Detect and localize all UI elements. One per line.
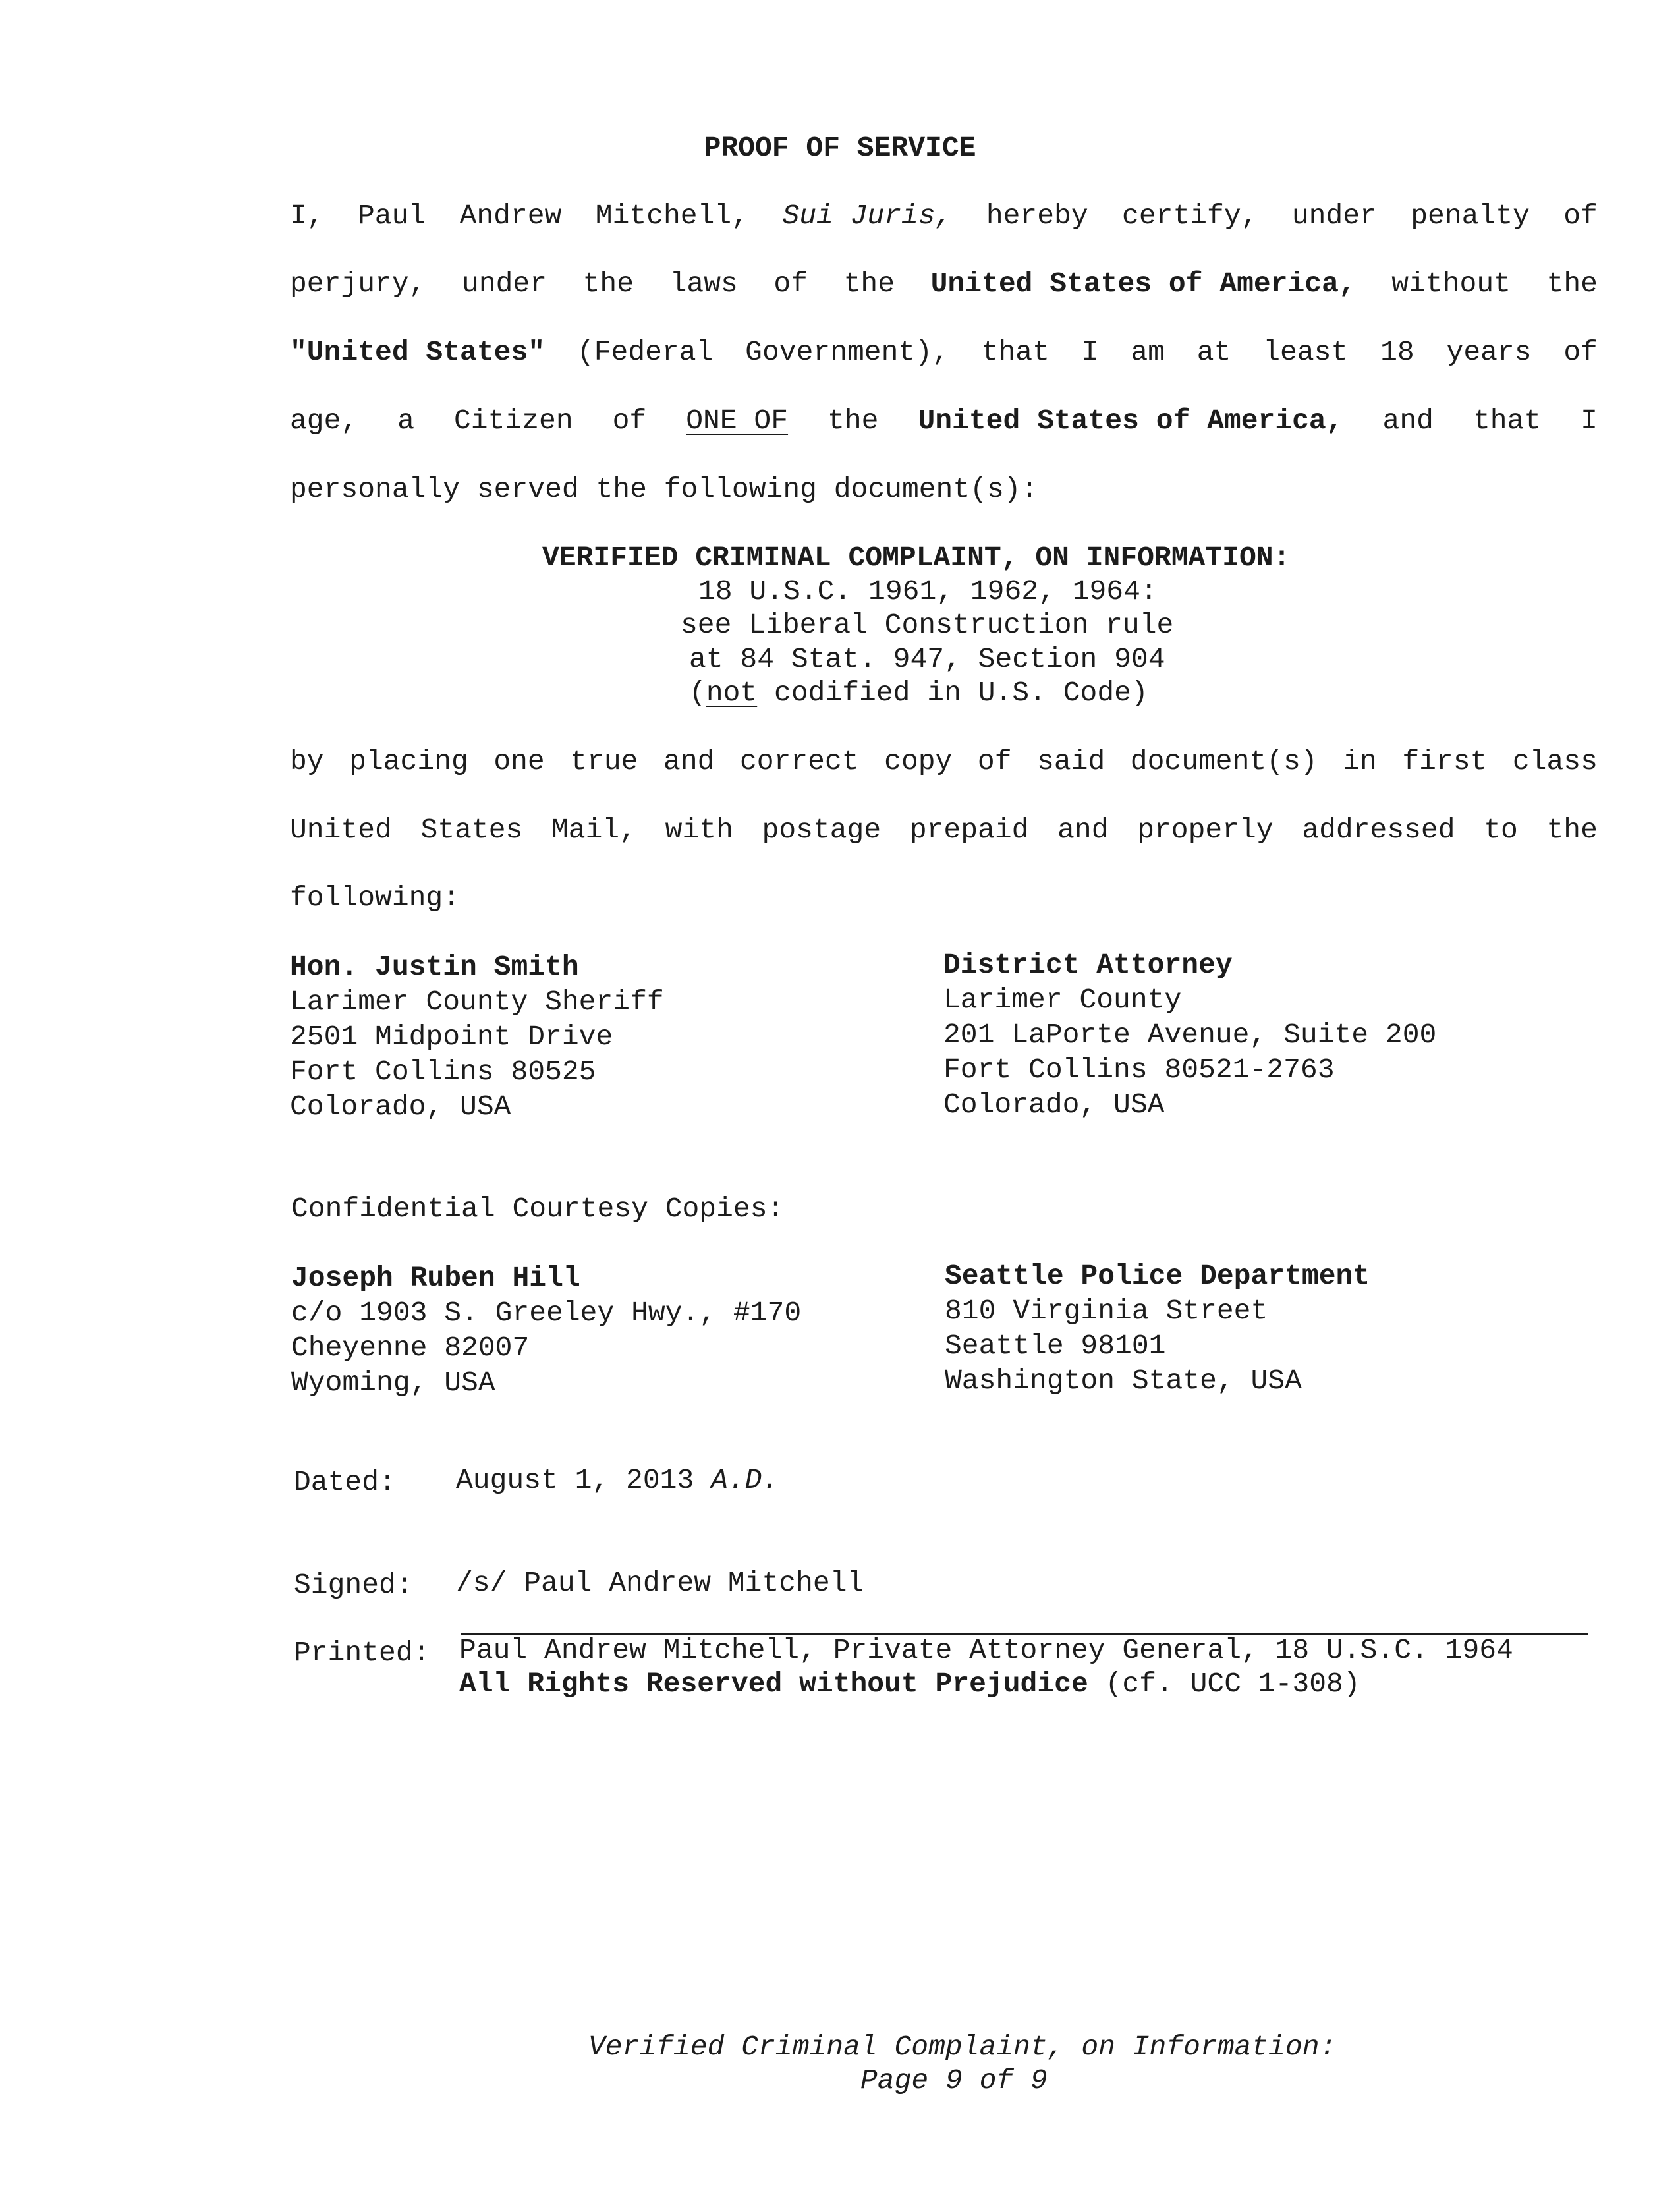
paragraph1-line4: age, a Citizen of ONE OF the United States of America, and that I [290,405,1598,437]
recipient-district-attorney: District Attorney Larimer County 201 LaPorte Avenue, Suite 200 Fort Collins 80521-2763 Colorado, USA [943,949,1437,1121]
one-of-underlined: ONE OF [686,405,789,437]
document-line3: at 84 Stat. 947, Section 904 [689,643,1165,675]
paragraph2-line3: following: [290,882,461,914]
united-states-bold: "United States" [290,336,546,368]
courtesy-name: Joseph Ruben Hill [291,1262,580,1294]
document-line1: 18 U.S.C. 1961, 1962, 1964: [698,575,1158,608]
paragraph1-line1: I, Paul Andrew Mitchell, Sui Juris, hereby certify, under penalty of [290,200,1598,232]
courtesy-name: Seattle Police Department [945,1260,1370,1292]
recipient-name: District Attorney [943,949,1233,981]
footer-line1: Verified Criminal Complaint, on Information: [588,2031,1337,2063]
sui-juris: Sui Juris, [782,200,953,232]
paragraph1-line5: personally served the following document(s): [290,473,1038,505]
era: A.D. [711,1464,779,1496]
courtesy-label: Confidential Courtesy Copies: [291,1193,785,1225]
page-title: PROOF OF SERVICE [704,132,976,164]
printed-label: Printed: [294,1637,430,1669]
courtesy-seattle-police: Seattle Police Department 810 Virginia Street Seattle 98101 Washington State, USA [945,1260,1370,1397]
footer-page-number: Page 9 of 9 [860,2064,1048,2097]
usa-bold: United States of America, [930,268,1356,300]
recipient-sheriff: Hon. Justin Smith Larimer County Sheriff 2501 Midpoint Drive Fort Collins 80525 Colorado, USA [290,951,664,1123]
signature: /s/ Paul Andrew Mitchell [456,1567,864,1599]
paragraph2-line2: United States Mail, with postage prepaid and properly addressed to the [290,814,1598,846]
paragraph1-line3: "United States" (Federal Government), that I am at least 18 years of [290,336,1598,368]
paragraph2-line1: by placing one true and correct copy of said document(s) in first class [290,745,1598,778]
dated-label: Dated: [294,1466,396,1498]
document-title: VERIFIED CRIMINAL COMPLAINT, ON INFORMATION: [542,542,1291,574]
usa-bold-2: United States of America, [918,405,1343,437]
signed-label: Signed: [294,1569,413,1601]
document-line4: (not codified in U.S. Code) [689,677,1148,709]
recipient-name: Hon. Justin Smith [290,951,579,983]
document-line2: see Liberal Construction rule [681,609,1174,641]
not-underlined: not [706,677,758,709]
printed-line1: Paul Andrew Mitchell, Private Attorney General, 18 U.S.C. 1964 [459,1634,1513,1666]
dated-value: August 1, 2013 A.D. [456,1464,779,1496]
rights-reserved: All Rights Reserved without Prejudice [459,1668,1088,1700]
printed-line2: All Rights Reserved without Prejudice (cf. UCC 1-308) [459,1668,1360,1700]
courtesy-hill: Joseph Ruben Hill c/o 1903 S. Greeley Hwy., #170 Cheyenne 82007 Wyoming, USA [291,1262,802,1399]
paragraph1-line2: perjury, under the laws of the United States of America, without the [290,268,1598,300]
